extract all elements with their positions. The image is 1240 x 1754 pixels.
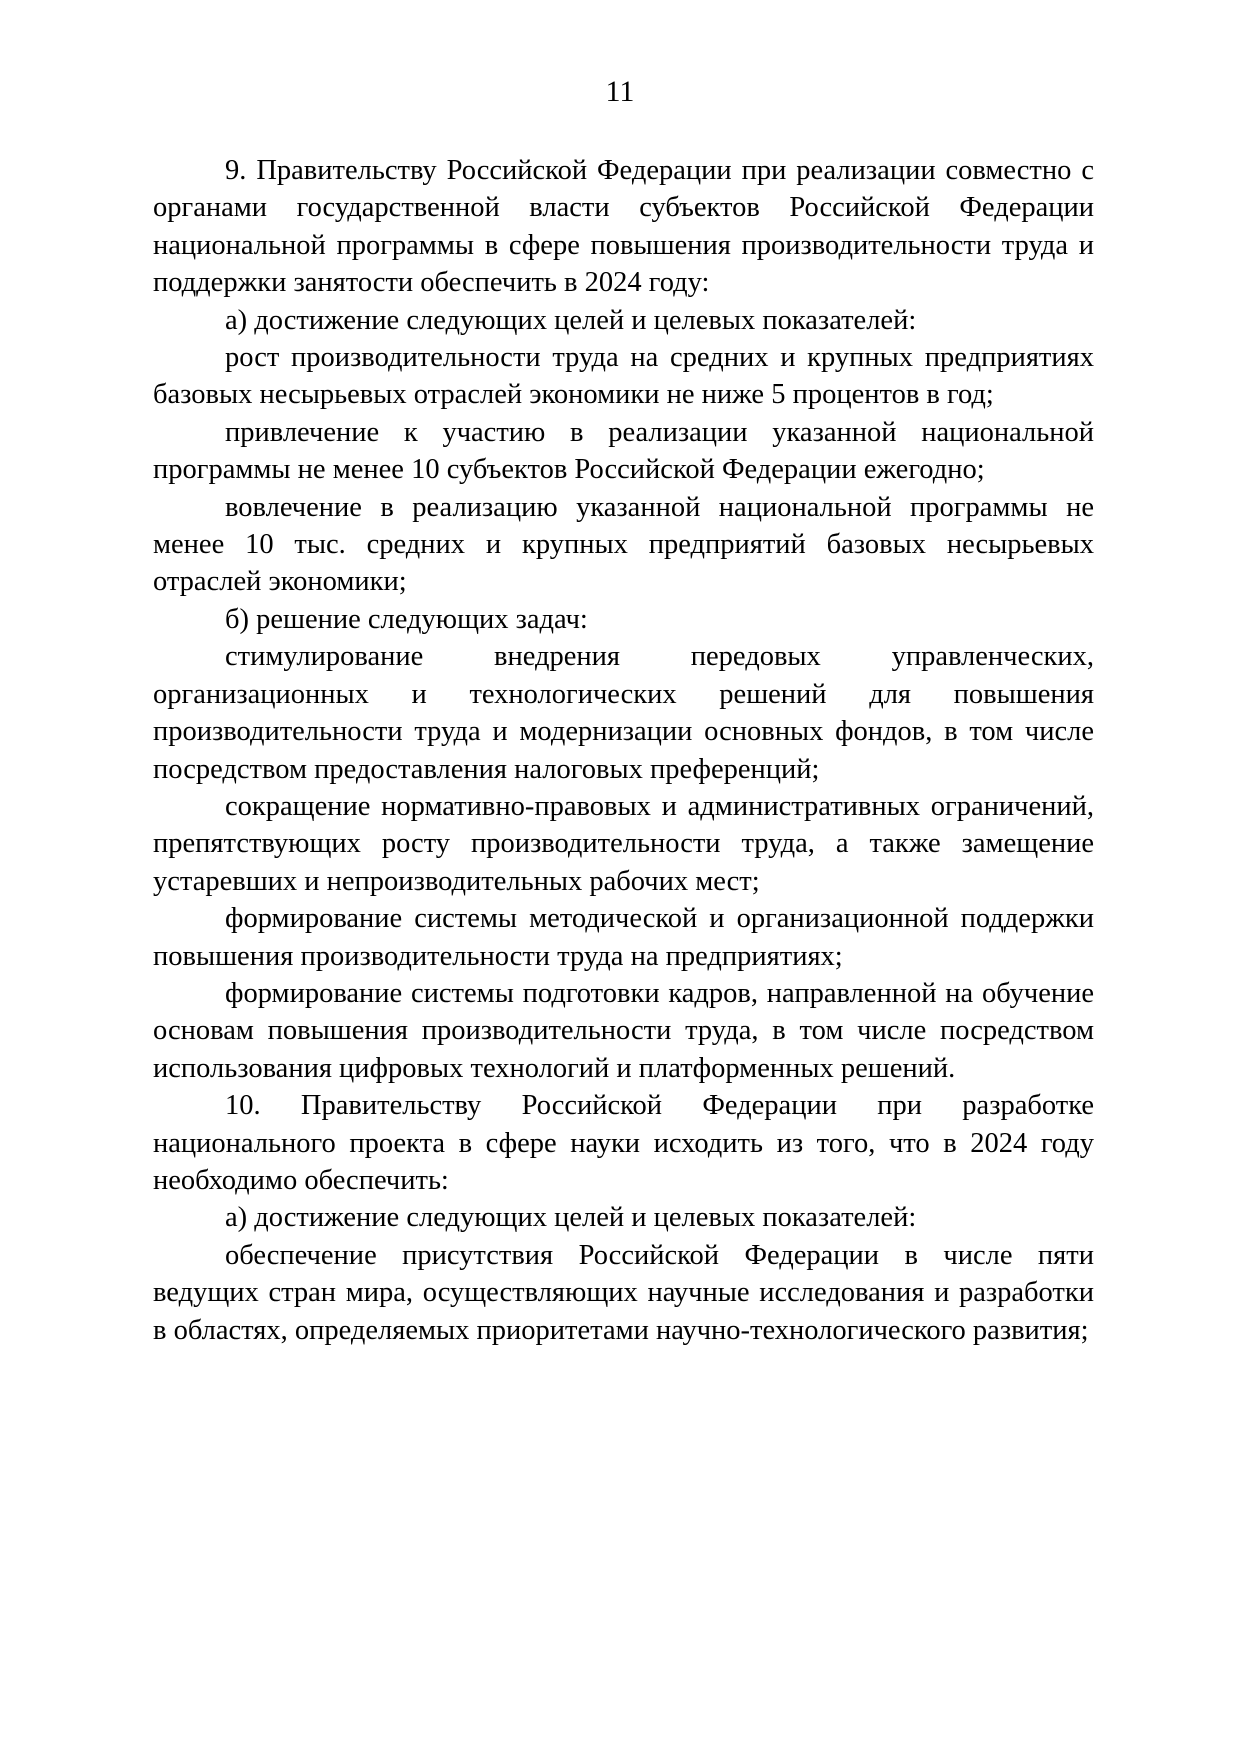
paragraph-9b-header: б) решение следующих задач: bbox=[225, 603, 588, 635]
paragraph-10a-header: а) достижение следующих целей и целевых показателей: bbox=[225, 1202, 917, 1234]
paragraph-9b-item-3: формирование системы методической и организационной поддержки повышения производительности труда на предприятиях; bbox=[153, 903, 1094, 972]
paragraph-9a-item-1: рост производительности труда на средних и крупных предприятиях базовых несырьевых отраслей экономики не ниже 5 процентов в год; bbox=[153, 342, 1094, 411]
page-number: 11 bbox=[605, 75, 635, 108]
paragraph-10a-item-1: обеспечение присутствия Российской Федерации в числе пяти ведущих стран мира, осуществляющих научные исследования и разработки в областях, определяемых приоритетами научно-технологического развития; bbox=[153, 1239, 1094, 1346]
paragraph-10-intro: 10. Правительству Российской Федерации при разработке национального проекта в сфере науки исходить из того, что в 2024 году необходимо обеспечить: bbox=[153, 1090, 1094, 1196]
paragraph-9a-item-3: вовлечение в реализацию указанной национальной программы не менее 10 тыс. средних и крупных предприятий базовых несырьевых отраслей экономики; bbox=[153, 491, 1094, 598]
paragraph-9b-item-4: формирование системы подготовки кадров, направленной на обучение основам повышения производительности труда, в том числе посредством использования цифровых технологий и платформенных решений. bbox=[153, 977, 1094, 1084]
document-body bbox=[153, 152, 1094, 1349]
paragraph-9b-item-1: стимулирование внедрения передовых управленческих, организационных и технологических решений для повышения производительности труда и модернизации основных фондов, в том числе посредством предоставления налоговых преференций; bbox=[153, 641, 1094, 785]
paragraph-9-intro: 9. Правительству Российской Федерации при реализации совместно с органами государственной власти субъектов Российской Федерации национальной программы в сфере повышения производительности труда и поддержки занятости обеспечить в 2024 году: bbox=[153, 155, 1094, 299]
paragraph-9a-item-2: привлечение к участию в реализации указанной национальной программы не менее 10 субъектов Российской Федерации ежегодно; bbox=[153, 416, 1094, 486]
paragraph-9a-header: а) достижение следующих целей и целевых показателей: bbox=[225, 304, 917, 336]
paragraph-9b-item-2: сокращение нормативно-правовых и административных ограничений, препятствующих росту производительности труда, а также замещение устаревших и непроизводительных рабочих мест; bbox=[153, 790, 1094, 897]
